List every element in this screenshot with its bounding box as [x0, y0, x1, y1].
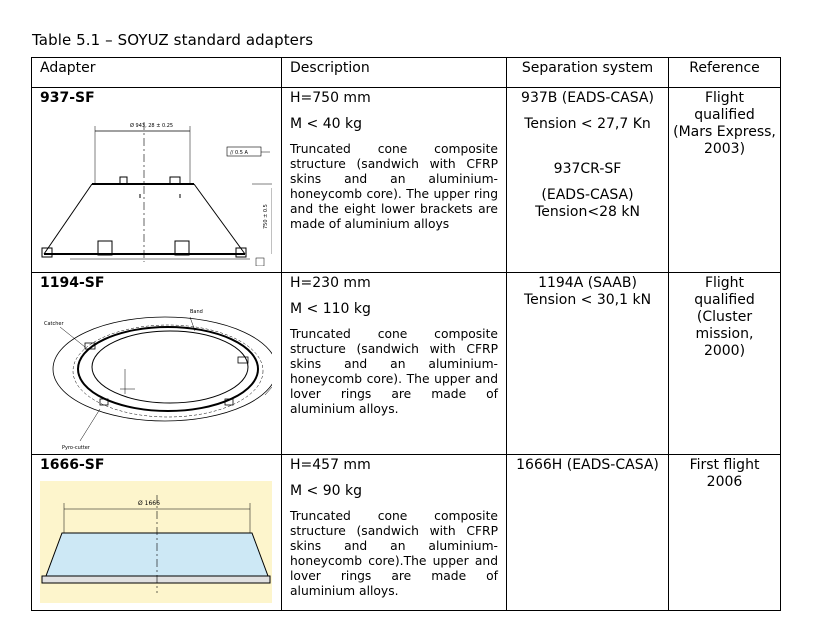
callout-label: // 0.5 A [230, 150, 248, 156]
mass-value: M < 90 kg [290, 483, 362, 499]
dim-top-label: Ø 1666 [138, 500, 160, 507]
header-row [32, 58, 781, 88]
separation-system-name: 1666H (EADS-CASA) [516, 457, 659, 473]
separation-alt-tension: Tension<28 kN [535, 204, 640, 220]
description-text: Truncated cone composite structure (sandwich with CFRP skins and an aluminium-honeycomb core).The upper and lover rings are made of aluminium alloys. [290, 509, 498, 598]
separation-tension: Tension < 30,1 kN [523, 292, 652, 308]
header-separation-system: Separation system [507, 58, 669, 88]
separation-system-alt-maker: (EADS-CASA) [541, 187, 634, 203]
description-text: Truncated cone composite structure (sandwich with CFRP skins and an aluminium-honeycomb core). The upper and lover rings are made of aluminium alloys. [290, 327, 498, 416]
separation-tension: Tension < 27,7 Kn [524, 116, 651, 132]
adapter-name: 937-SF [40, 90, 95, 106]
adapter-cell [32, 273, 282, 455]
description-text: Truncated cone composite structure (sandwich with CFRP skins and an aluminium-honeycomb core). The upper ring and the eight lower brackets are made of aluminium alloys [290, 142, 498, 231]
header-reference: Reference [669, 58, 781, 88]
adapter-name: 1666-SF [40, 457, 105, 473]
height-value: H=457 mm [290, 457, 371, 473]
mass-value: M < 40 kg [290, 116, 362, 132]
description-cell [282, 273, 507, 455]
header-description: Description [282, 58, 507, 88]
table-caption: Table 5.1 – SOYUZ standard adapters [32, 31, 314, 49]
catcher-label: Catcher [44, 321, 64, 327]
dim-side-label: 750 ± 0.5 [263, 204, 269, 229]
adapter-1194-drawing [40, 299, 272, 454]
adapters-table [31, 57, 781, 611]
separation-cell [507, 273, 669, 455]
adapter-cell [32, 88, 282, 273]
height-value: H=230 mm [290, 275, 371, 291]
adapter-1666-drawing [40, 481, 272, 603]
adapter-name: 1194-SF [40, 275, 105, 291]
description-cell [282, 88, 507, 273]
adapter-cell [32, 455, 282, 611]
table-row [32, 273, 781, 455]
separation-system-alt-name: 937CR-SF [553, 161, 622, 177]
separation-system-name: 1194A (SAAB) [538, 275, 637, 291]
height-value: H=750 mm [290, 90, 371, 106]
mass-value: M < 110 kg [290, 301, 371, 317]
reference-cell: Flight qualified (Cluster mission, 2000) [669, 273, 781, 455]
dim-top-label: Ø 943, 28 ± 0.25 [130, 123, 174, 129]
separation-system-name: 937B (EADS-CASA) [521, 90, 654, 106]
pyro-cutter-label: Pyro-cutter [62, 445, 90, 451]
reference-cell: Flight qualified (Mars Express, 2003) [669, 88, 781, 273]
separation-cell [507, 88, 669, 273]
adapter-937-drawing [40, 114, 272, 266]
header-adapter: Adapter [32, 58, 282, 88]
reference-cell: First flight 2006 [669, 455, 781, 611]
description-cell [282, 455, 507, 611]
table-row [32, 88, 781, 273]
separation-cell [507, 455, 669, 611]
band-label: Band [190, 309, 203, 315]
table-row [32, 455, 781, 611]
